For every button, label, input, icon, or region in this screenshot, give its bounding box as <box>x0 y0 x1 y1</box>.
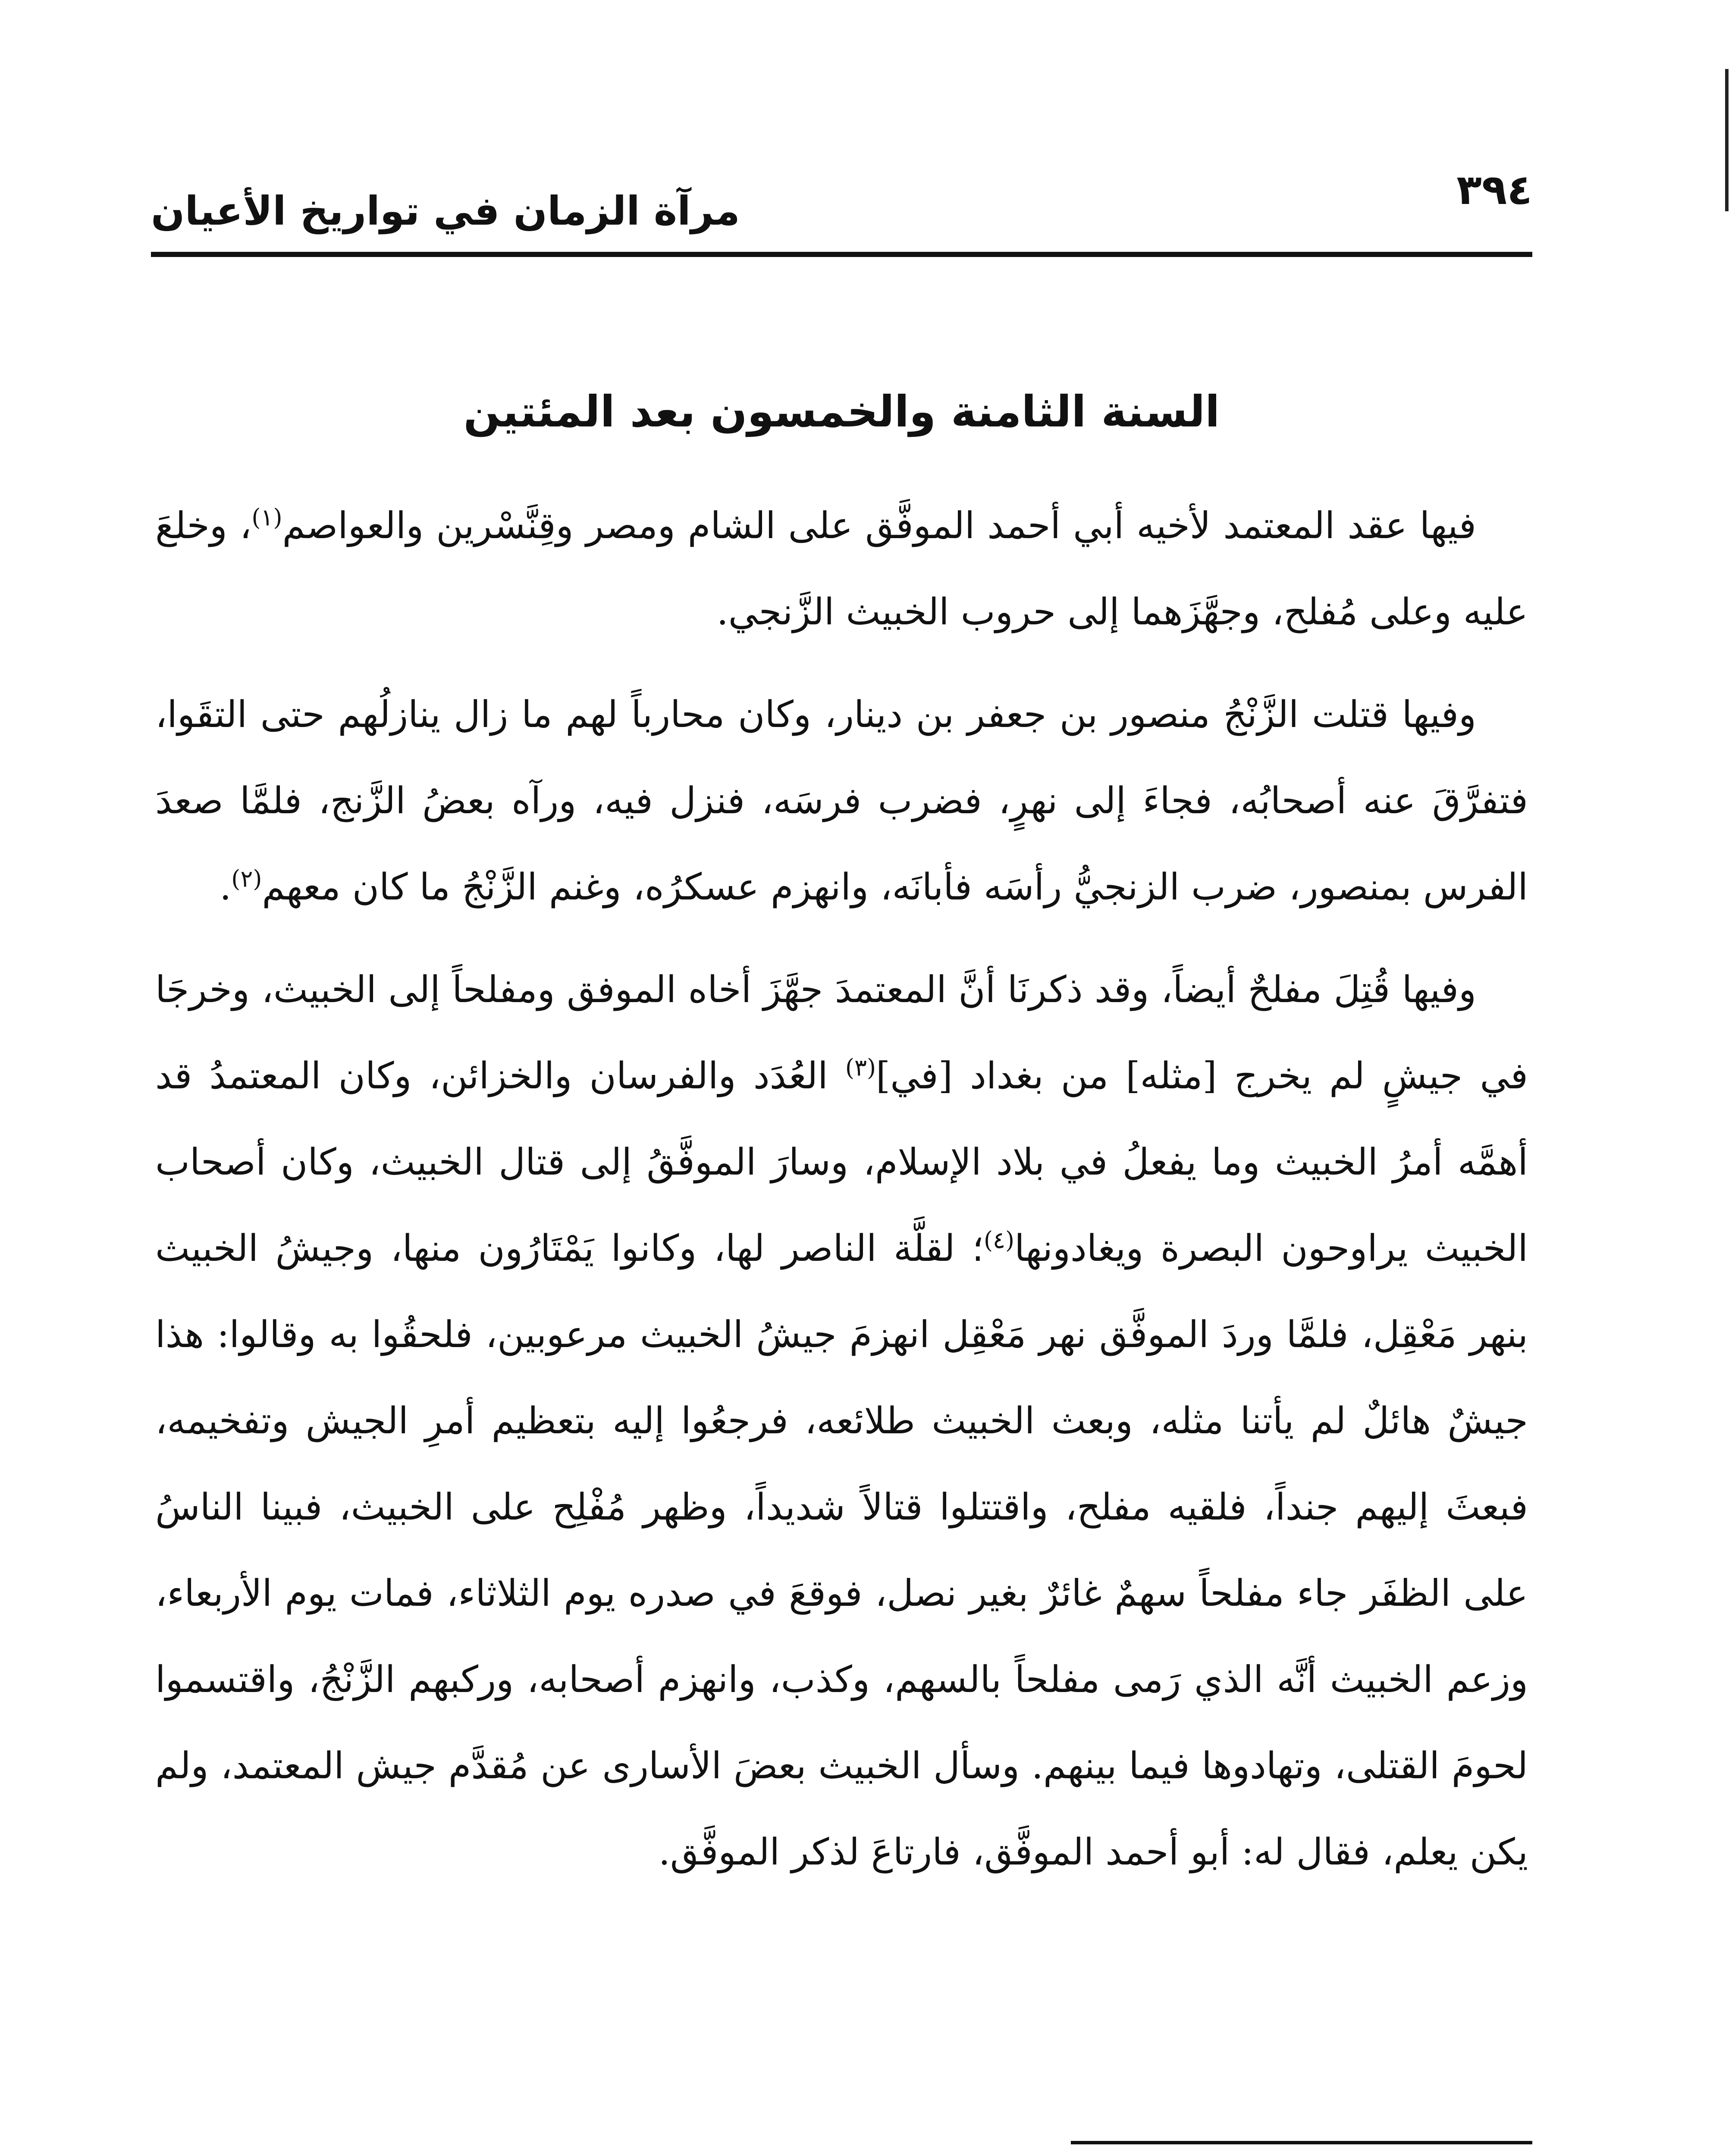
chapter-title: السنة الثامنة والخمسون بعد المئتين <box>463 386 1220 437</box>
page-header <box>151 160 1532 259</box>
footnote-ref-4: (٤) <box>983 1226 1015 1254</box>
footnote-rule <box>1071 2141 1532 2144</box>
footnote-ref-3: (٣) <box>845 1054 876 1081</box>
paragraph-3-text-c: ؛ لقلَّة الناصر لها، وكانوا يَمْتَارُون منها، وجيشُ الخبيث بنهر مَعْقِل، فلمَّا وردَ الموفَّق نهر مَعْقِل انهزمَ جيشُ الخبيث مرعوبين، فلحقُوا به وقالوا: هذا جيشٌ هائلٌ لم يأتنا مثله، وبعث الخبيث طلائعه، فرجعُوا إليه بتعظيم أمرِ الجيش وتفخيمه، فبعثَ إليهم جنداً، فلقيه مفلح، واقتتلوا قتالاً شديداً، وظهر مُفْلِح على الخبيث، فبينا الناسُ على الظفَر جاء مفلحاً سهمٌ غائرٌ بغير نصل، فوقعَ في صدره يوم الثلاثاء، فمات يوم الأربعاء، وزعم الخبيث أنَّه الذي رَمى مفلحاً بالسهم، وكذب، وانهزم أصحابه، وركبهم الزَّنْجُ، واقتسموا لحومَ القتلى، وتهادوها فيما بينهم. وسأل الخبيث بعضَ الأسارى عن مُقدَّم جيش المعتمد، ولم يكن يعلم، فقال له: أبو أحمد الموفَّق، فارتاعَ لذكر الموفَّق. <box>155 1227 1528 1874</box>
paragraph-1-text-a: فيها عقد المعتمد لأخيه أبي أحمد الموفَّق على الشام ومصر وقِنَّسْرين والعواصم <box>282 505 1476 547</box>
footnote-ref-2: (٢) <box>231 865 262 893</box>
page-number: ٣٩٤ <box>1456 166 1532 214</box>
main-text <box>155 483 1528 1912</box>
paragraph-2-text-a: وفيها قتلت الزَّنْجُ منصور بن جعفر بن دينار، وكان محارباً لهم ما زال ينازلُهم حتى التقَوا، فتفرَّقَ عنه أصحابُه، فجاءَ إلى نهرٍ، فضرب فرسَه، فنزل فيه، ورآه بعضُ الزَّنج، فلمَّا صعدَ الفرس بمنصور، ضرب الزنجيُّ رأسَه فأبانَه، وانهزم عسكرُه، وغنم الزَّنْجُ ما كان معهم <box>155 693 1528 909</box>
page-edge-mark <box>1725 69 1729 211</box>
paragraph-3-text-a: وفيها قُتِلَ مفلحٌ أيضاً، وقد ذكرنَا أنَّ المعتمدَ جهَّزَ أخاه الموفق ومفلحاً إلى الخبيث، وخرجَا في جيشٍ لم يخرج [مثله] من بغداد [في] <box>155 968 1528 1097</box>
paragraph-1-text-b: ، وخلعَ عليه وعلى مُفلح، وجهَّزَهما إلى حروب الخبيث الزَّنجي. <box>155 505 1528 633</box>
paragraph-2-text-b: . <box>220 866 232 909</box>
paragraph-3-text-b: العُدَد والفرسان والخزائن، وكان المعتمدُ قد أهمَّه أمرُ الخبيث وما يفعلُ في بلاد الإسلام، وسارَ الموفَّقُ إلى قتال الخبيث، وكان أصحاب الخبيث يراوحون البصرة ويغادونها <box>155 1055 1528 1270</box>
paragraph-1 <box>155 483 1528 655</box>
paragraph-3 <box>155 947 1528 1896</box>
footnote-ref-1: (١) <box>251 504 282 531</box>
header-rule <box>151 252 1532 257</box>
paragraph-2 <box>155 672 1528 931</box>
running-title: مرآة الزمان في تواريخ الأعيان <box>151 188 740 234</box>
